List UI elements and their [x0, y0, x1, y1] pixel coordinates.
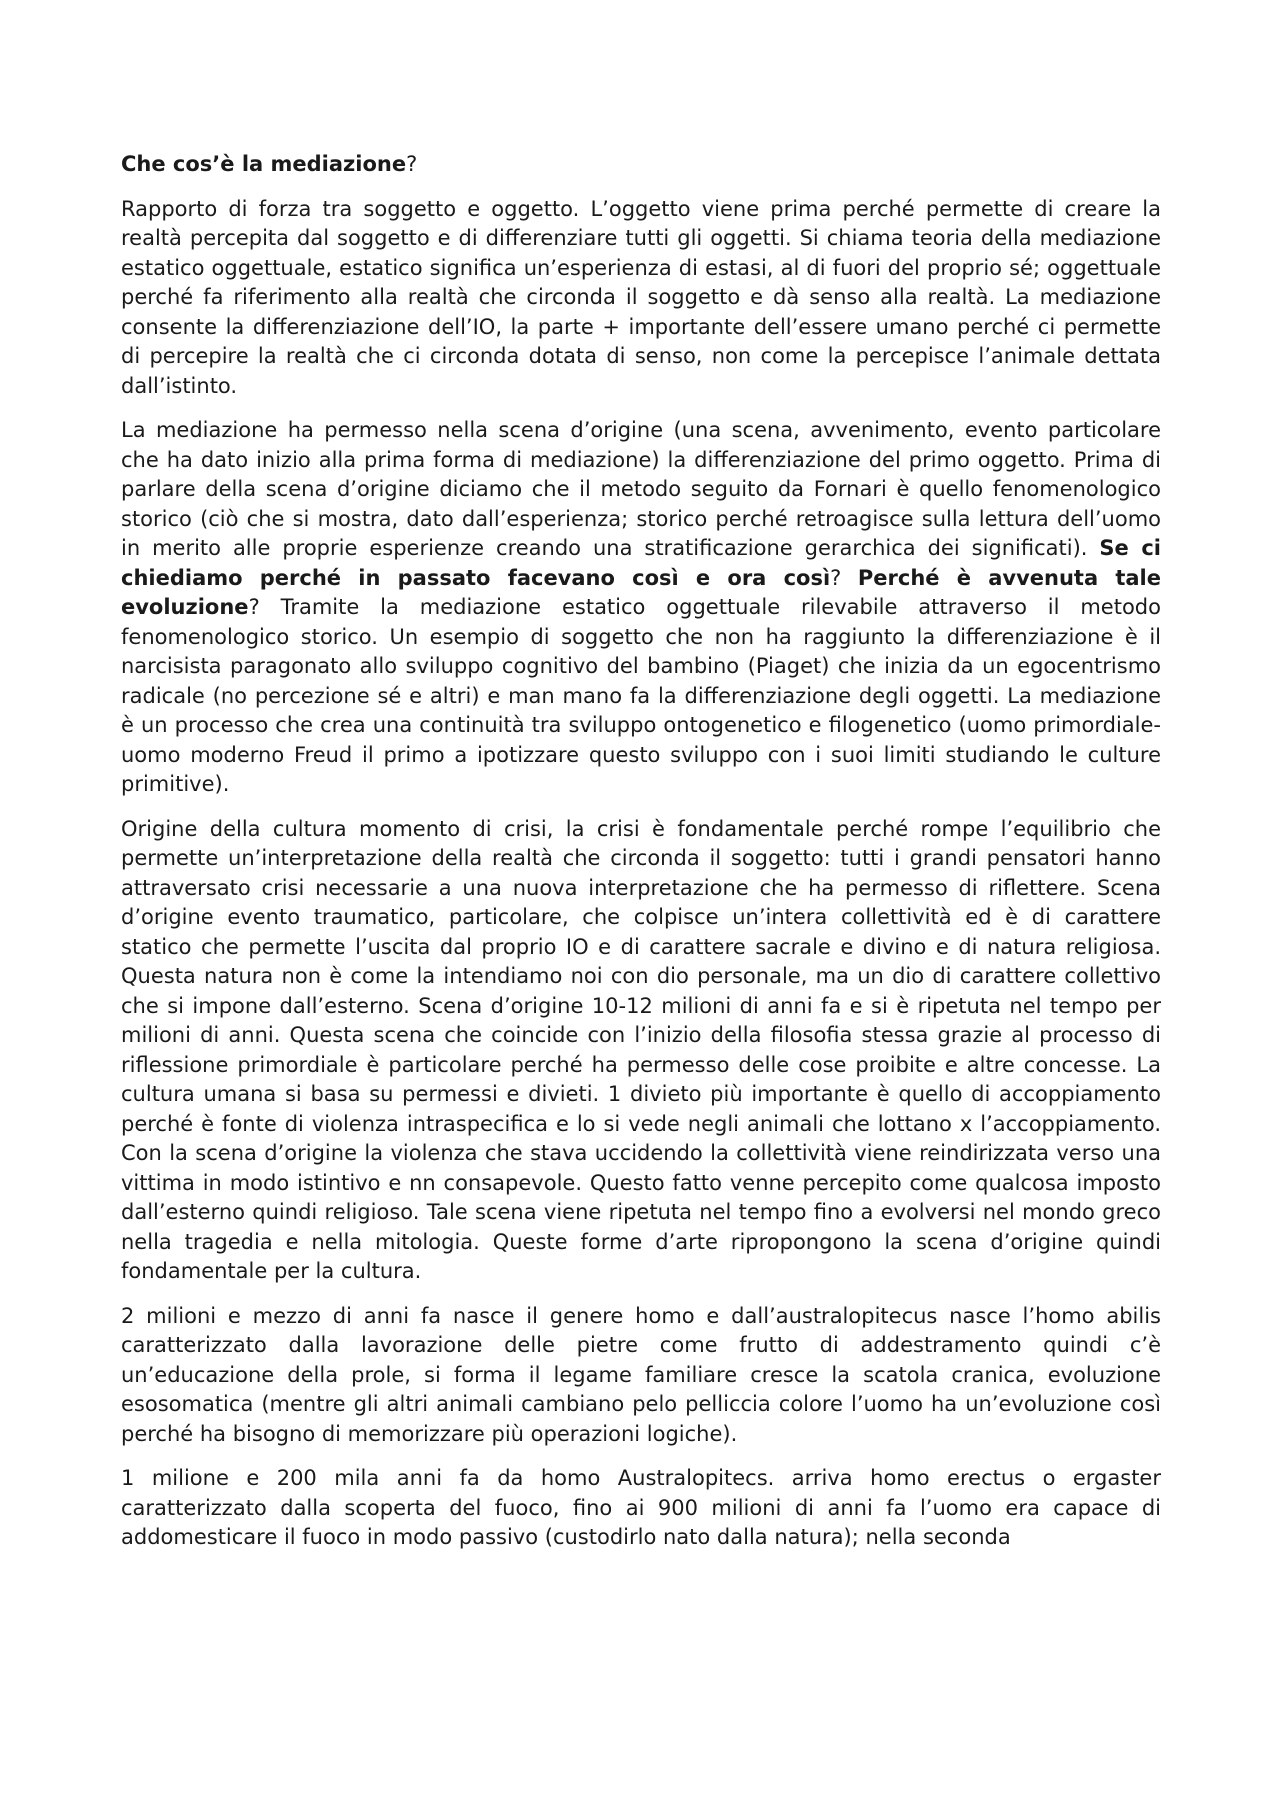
paragraph-1: Rapporto di forza tra soggetto e oggetto. L’oggetto viene prima perché permette di creare la realtà percepita dal soggetto e di differenziare tutti gli oggetti. Si chiama teoria della mediazione estatico oggettuale, estatico significa un’esperienza di estasi, al di fuori del proprio sé; oggettuale perché fa riferimento alla realtà che circonda il soggetto e dà senso alla realtà. La mediazione consente la differenziazione dell’IO, la parte + importante dell’essere umano perché ci permette di percepire la realtà che ci circonda dotata di senso, non come la percepisce l’animale dettata dall’istinto. — [121, 196, 1161, 398]
paragraph-2-bold-1: Se ci chiediamo perché in passato facevano così e ora così — [121, 536, 1161, 590]
paragraph-2-text-1: La mediazione ha permesso nella scena d’origine (una scena, avvenimento, evento particolare che ha dato inizio alla prima forma di mediazione) la differenziazione del primo oggetto. Prima di parlare della scena d’origine diciamo che il metodo seguito da Fornari è quello fenomenologico storico (ciò che si mostra, dato dall’esperienza; storico perché retroagisce sulla lettura dell’uomo in merito alle proprie esperienze creando una stratificazione gerarchica dei significati). — [121, 418, 1161, 560]
document-heading — [121, 150, 1161, 180]
paragraph-2-bold-2: Perché è avvenuta tale evoluzione — [121, 565, 1161, 619]
paragraph-3: Origine della cultura momento di crisi, la crisi è fondamentale perché rompe l’equilibrio che permette un’interpretazione della realtà che circonda il soggetto: tutti i grandi pensatori hanno attraversato crisi necessarie a una nuova interpretazione che ha permesso di riflettere. Scena d’origine evento traumatico, particolare, che colpisce un’intera collettività ed è di carattere statico che permette l’uscita dal proprio IO e di carattere sacrale e divino e di natura religiosa. Questa natura non è come la intendiamo noi con dio personale, ma un dio di carattere collettivo che si impone dall’esterno. Scena d’origine 10-12 milioni di anni fa e si è ripetuta nel tempo per milioni di anni. Questa scena che coincide con l’inizio della filosofia stessa grazie al processo di riflessione primordiale è particolare perché ha permesso delle cose proibite e altre concesse. La cultura umana si basa su permessi e divieti. 1 divieto più importante è quello di accoppiamento perché è fonte di violenza intraspecifica e lo si vede negli animali che lottano x l’accoppiamento. Con la scena d’origine la violenza che stava uccidendo la collettività viene reindirizzata verso una vittima in modo istintivo e nn consapevole. Questo fatto venne percepito come qualcosa imposto dall’esterno quindi religioso. Tale scena viene ripetuta nel tempo fino a evolversi nel mondo greco nella tragedia e nella mitologia. Queste forme d’arte ripropongono la scena d’origine quindi fondamentale per la cultura. — [121, 816, 1161, 1283]
paragraph-5: 1 milione e 200 mila anni fa da homo Australopitecs. arriva homo erectus o ergaster caratterizzato dalla scoperta del fuoco, fino ai 900 milioni di anni fa l’uomo era capace di addomesticare il fuoco in modo passivo (custodirlo nato dalla natura); nella seconda — [121, 1466, 1161, 1549]
paragraph-2-text-2: ? — [830, 565, 842, 590]
paragraph-4: 2 milioni e mezzo di anni fa nasce il genere homo e dall’australopitecus nasce l’homo abilis caratterizzato dalla lavorazione delle pietre come frutto di addestramento quindi c’è un’educazione della prole, si forma il legame familiare cresce la scatola cranica, evoluzione esosomatica (mentre gli altri animali cambiano pelo pelliccia colore l’uomo ha un’evoluzione così perché ha bisogno di memorizzare più operazioni logiche). — [121, 1303, 1161, 1446]
paragraph-2 — [121, 416, 1161, 800]
paragraph-2-text-3: ? Tramite la mediazione estatico oggettuale rilevabile attraverso il metodo fenomenologico storico. Un esempio di soggetto che non ha raggiunto la differenziazione è il narcisista paragonato allo sviluppo cognitivo del bambino (Piaget) che inizia da un egocentrismo radicale (no percezione sé e altri) e man mano fa la differenziazione degli oggetti. La mediazione è un processo che crea una continuità tra sviluppo ontogenetico e filogenetico (uomo primordiale-uomo moderno Freud il primo a ipotizzare questo sviluppo con i suoi limiti studiando le culture primitive). — [121, 595, 1161, 796]
heading-bold: Che cos’è la mediazione — [121, 152, 407, 176]
heading-suffix: ? — [406, 152, 418, 176]
